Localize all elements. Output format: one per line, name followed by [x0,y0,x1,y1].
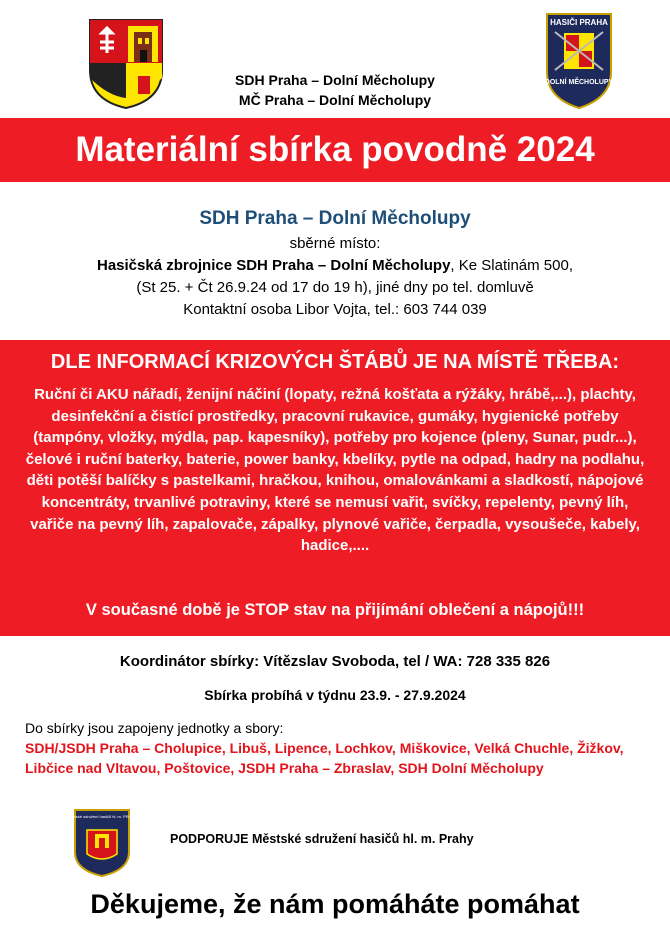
thank-you-message: Děkujeme, že nám pomáháte pomáhat [90,889,580,919]
collection-street: , Ke Slatinám 500, [450,257,573,274]
organizer-header [0,70,670,110]
collection-place: Hasičská zbrojnice SDH Praha – Dolní Měcholupy [96,257,451,274]
units-list: SDH/JSDH Praha – Cholupice, Libuš, Lipence, Lochkov, Miškovice, Velká Chuchle, Žižkov, Libčice nad Vltavou, Poštovice, JSDH Praha – Zbraslav, SDH Dolní Měcholupy [25,740,624,776]
needs-heading: DLE INFORMACÍ KRIZOVÝCH ŠTÁBŮ JE NA MÍSTĚ TŘEBA: [50,351,620,373]
organizer-line-1: SDH Praha – Dolní Měcholupy [235,72,435,88]
page-title: Materiální sbírka povodně 2024 [0,118,670,182]
collection-address [0,255,670,277]
support-label: PODPORUJE [170,832,249,846]
units-intro: Do sbírky jsou zapojeny jednotky a sbory: [25,720,284,736]
collection-hours: (St 25. + Čt 26.9.24 od 17 do 19 h), jiné dny po tel. domluvě [136,279,534,296]
needs-panel [0,340,670,636]
stop-notice: V současné době je STOP stav na přijímání oblečení a nápojů!!! [85,601,585,619]
collection-org: SDH Praha – Dolní Měcholupy [199,208,471,229]
coordinator-contact: Koordinátor sbírky: Vítězslav Svoboda, tel / WA: 728 335 826 [119,653,551,670]
needs-items: Ruční či AKU nářadí, ženijní náčiní (lopaty, režná košťata a rýžáky, hrábě,...), plachty, desinfekční a čistící prostředky, pracovní rukavice, gumáky, hygienické potřeby (tampóny, vložky, mýdla, pap. kapesníky), potřeby pro kojence (pleny, Sunar, pudr...), čelové i ruční baterky, baterie, power banky, kbelíky, pytle na odpad, hadry na podlahu, děti potěší balíčky s pastelkami, hračkou, knihou, omalovánkami a sladkostí, nápojové koncentráty, trvanlivé potraviny, které se nemusí vařit, svíčky, repelenty, pevný líh, vařiče na pevný líh, zapalovače, zápalky, plynové vařiče, čerpadla, vysoušeče, kabely, hadice,.... [25,386,645,555]
support-org: Městské sdružení hasičů hl. m. Prahy [248,832,474,846]
collection-point-info [0,205,670,321]
collection-dates: Sbírka probíhá v týdnu 23.9. - 27.9.2024 [204,687,466,703]
organizer-line-2: MČ Praha – Dolní Měcholupy [238,92,432,108]
logo-top-text: HASIČI PRAHA [550,18,608,27]
support-logo-text: Městské sdružení hasičů hl. m. PRAHY [67,814,137,819]
mesto-sdruzeni-hasicu-logo [67,808,137,878]
logo-bottom-text: DOLNÍ MĚCHOLUPY [544,79,614,86]
collection-contact: Kontaktní osoba Libor Vojta, tel.: 603 744 039 [183,301,487,318]
collection-label: sběrné místo: [289,235,381,252]
support-line [170,830,630,848]
